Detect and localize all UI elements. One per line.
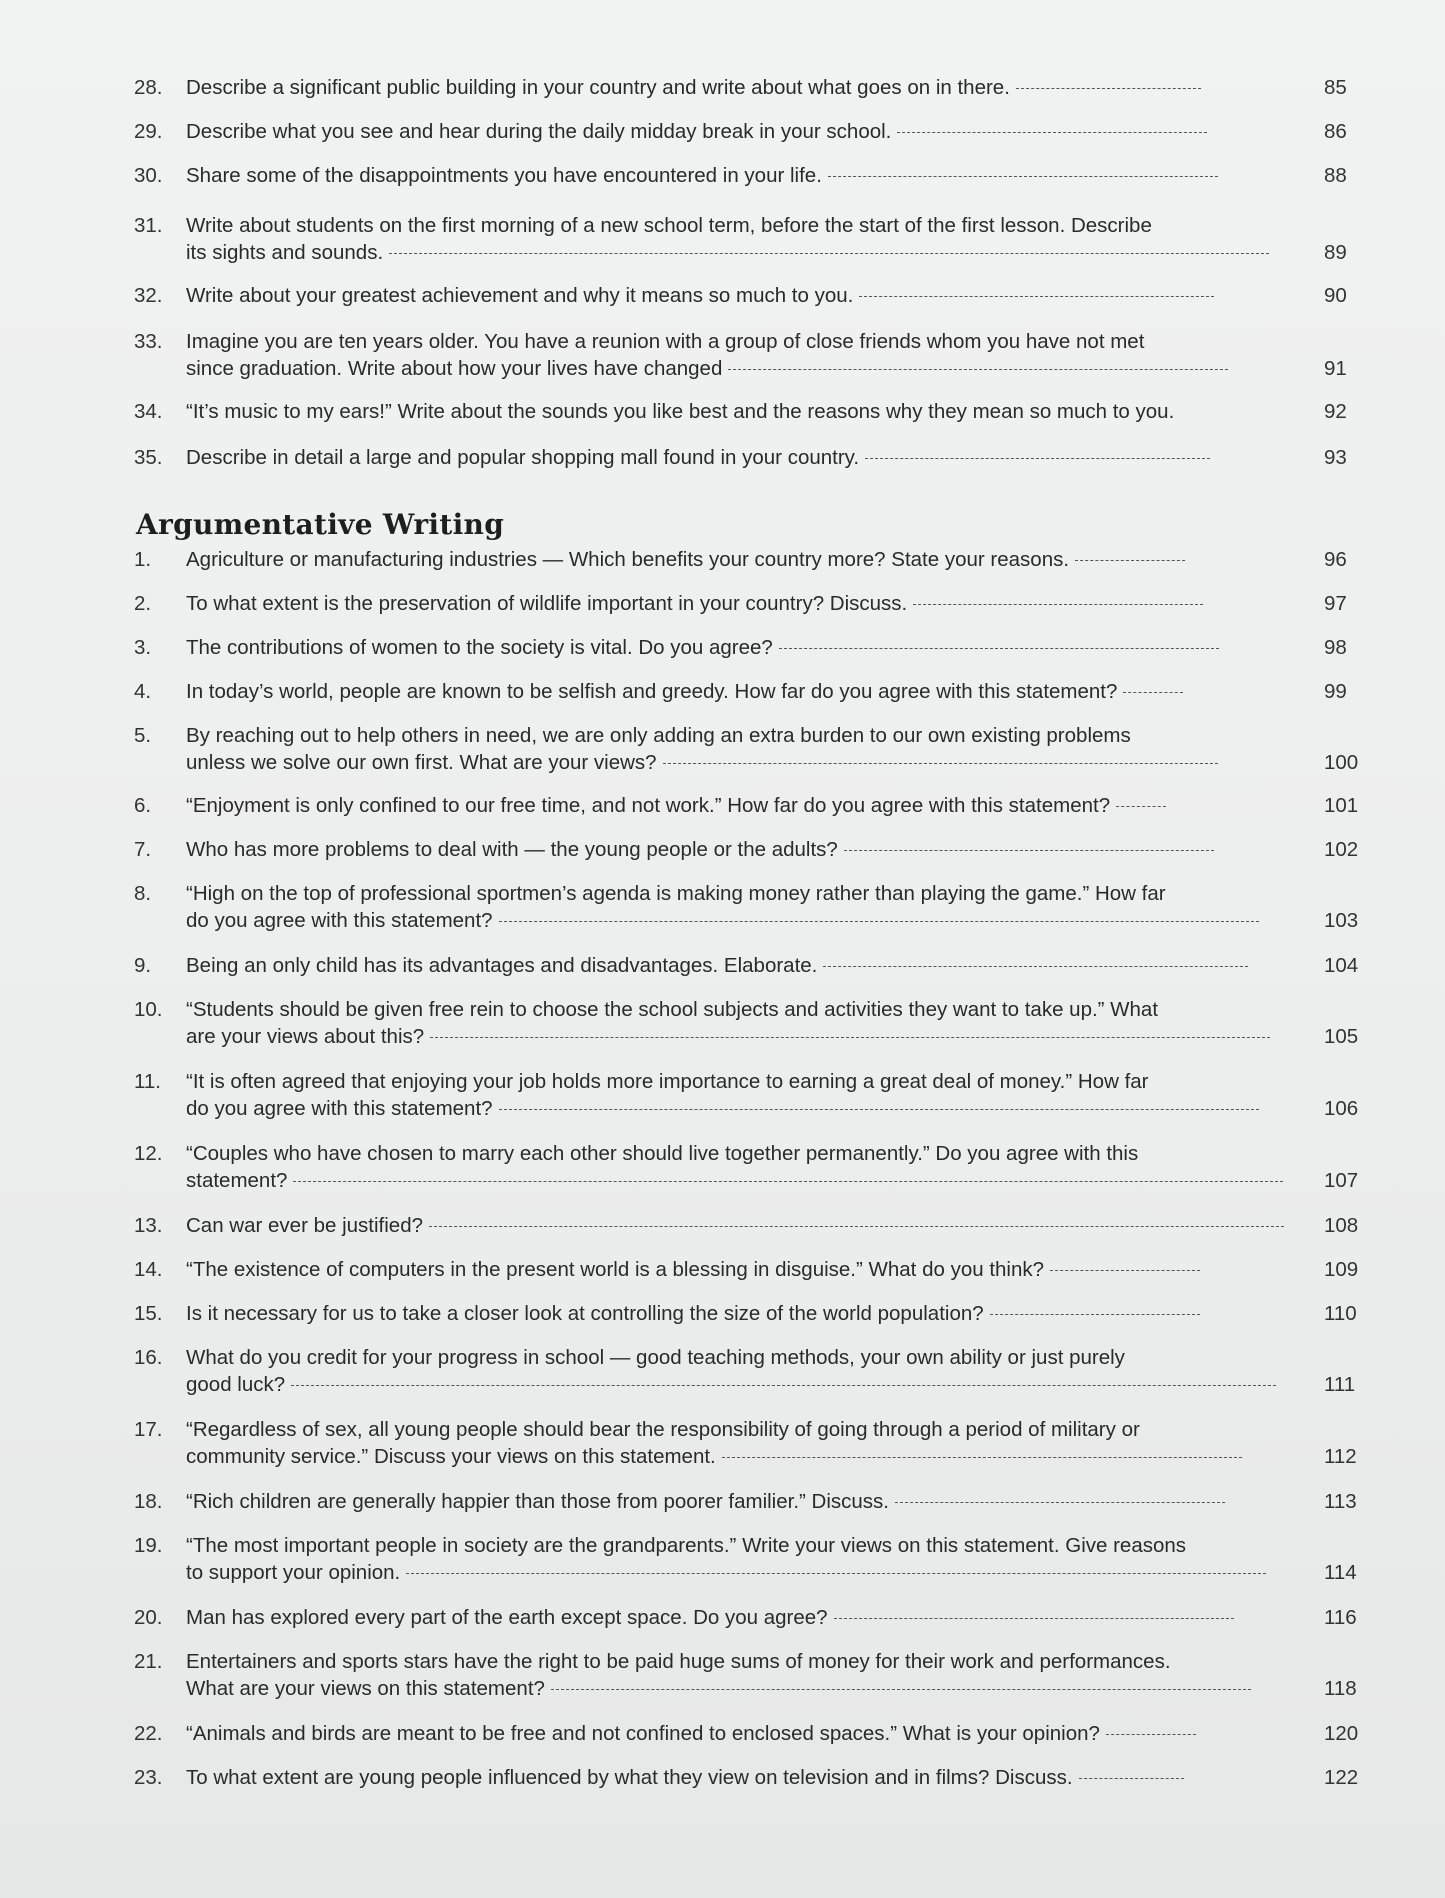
toc-entry-title-line: its sights and sounds. xyxy=(186,241,384,264)
toc-entry xyxy=(134,74,1374,101)
toc-entry-page-number: 104 xyxy=(1324,954,1359,977)
toc-entry xyxy=(134,328,1374,382)
toc-entry-title xyxy=(186,722,1324,776)
toc-entry-title xyxy=(186,1212,1324,1239)
toc-entry-number: 2. xyxy=(134,592,152,615)
toc-entry-number: 1. xyxy=(134,548,152,571)
toc-entry-page-number: 112 xyxy=(1324,1445,1357,1468)
toc-entry-title xyxy=(186,1344,1324,1398)
toc-entry-number: 5. xyxy=(134,724,152,747)
toc-entry-number: 28. xyxy=(134,76,163,99)
toc-entry xyxy=(134,1648,1374,1702)
dotted-leader xyxy=(823,966,1248,967)
toc-entry-title xyxy=(186,1488,1324,1515)
toc-entry-page-number: 98 xyxy=(1324,636,1347,659)
dotted-leader xyxy=(499,1109,1259,1110)
toc-entry-title-line: In today’s world, people are known to be selfish and greedy. How far do you agree with this statement? xyxy=(186,680,1118,703)
section-title-argumentative-writing: Argumentative Writing xyxy=(136,508,505,541)
dotted-leader xyxy=(429,1226,1284,1227)
dotted-leader xyxy=(895,1502,1225,1503)
toc-entry-title-line: Entertainers and sports stars have the right to be paid huge sums of money for their work and performances. xyxy=(186,1650,1171,1673)
dotted-leader xyxy=(293,1181,1283,1182)
toc-entry-number: 9. xyxy=(134,954,152,977)
dotted-leader xyxy=(828,176,1218,177)
dotted-leader xyxy=(722,1457,1242,1458)
toc-entry-page-number: 106 xyxy=(1324,1097,1359,1120)
dotted-leader xyxy=(430,1037,1270,1038)
toc-entry-title-line: since graduation. Write about how your lives have changed xyxy=(186,357,723,380)
toc-entry-page-number: 113 xyxy=(1324,1490,1357,1513)
dotted-leader xyxy=(1075,560,1185,561)
toc-entry xyxy=(134,398,1374,425)
toc-entry-page-number: 99 xyxy=(1324,680,1347,703)
toc-entry-title xyxy=(186,634,1324,661)
toc-entry-title xyxy=(186,678,1324,705)
toc-entry-title xyxy=(186,546,1324,573)
toc-entry-page-number: 108 xyxy=(1324,1214,1359,1237)
toc-entry-title-line: Write about your greatest achievement and why it means so much to you. xyxy=(186,284,854,307)
toc-entry-number: 20. xyxy=(134,1606,163,1629)
toc-entry-number: 16. xyxy=(134,1346,163,1369)
toc-entry-title-line: statement? xyxy=(186,1169,288,1192)
toc-entry-page-number: 105 xyxy=(1324,1025,1359,1048)
dotted-leader xyxy=(859,296,1214,297)
toc-entry-title xyxy=(186,1416,1324,1470)
toc-entry xyxy=(134,1140,1374,1194)
toc-entry-title xyxy=(186,590,1324,617)
toc-entry-title xyxy=(186,328,1324,382)
toc-entry-page-number: 114 xyxy=(1324,1561,1357,1584)
toc-entry-page-number: 96 xyxy=(1324,548,1347,571)
toc-entry-page-number: 89 xyxy=(1324,241,1347,264)
dotted-leader xyxy=(1116,806,1166,807)
dotted-leader xyxy=(406,1573,1266,1574)
toc-entry-title xyxy=(186,74,1324,101)
toc-entry xyxy=(134,722,1374,776)
toc-entry-number: 31. xyxy=(134,214,163,237)
toc-entry-number: 3. xyxy=(134,636,152,659)
toc-entry xyxy=(134,1344,1374,1398)
toc-entry xyxy=(134,162,1374,189)
toc-entry xyxy=(134,1212,1374,1239)
toc-entry xyxy=(134,1604,1374,1631)
toc-entry-page-number: 118 xyxy=(1324,1677,1357,1700)
toc-entry-number: 12. xyxy=(134,1142,163,1165)
dotted-leader xyxy=(844,850,1214,851)
dotted-leader xyxy=(913,604,1203,605)
dotted-leader xyxy=(1016,88,1201,89)
toc-entry-title-line: Who has more problems to deal with — the young people or the adults? xyxy=(186,838,838,861)
toc-entry-page-number: 110 xyxy=(1324,1302,1357,1325)
toc-entry xyxy=(134,212,1374,266)
toc-entry-title-line: Being an only child has its advantages and disadvantages. Elaborate. xyxy=(186,954,818,977)
toc-entry-number: 11. xyxy=(134,1070,161,1093)
toc-entry-title-line: Agriculture or manufacturing industries — Which benefits your country more? State your reasons. xyxy=(186,548,1070,571)
toc-entry xyxy=(134,1532,1374,1586)
toc-entry xyxy=(134,678,1374,705)
toc-entry-title-line: “It is often agreed that enjoying your job holds more importance to earning a great deal of money.” How far xyxy=(186,1070,1149,1093)
toc-entry-title xyxy=(186,1256,1324,1283)
toc-entry-page-number: 90 xyxy=(1324,284,1347,307)
toc-entry-title xyxy=(186,836,1324,863)
toc-entry-page-number: 91 xyxy=(1324,357,1347,380)
dotted-leader xyxy=(1106,1734,1196,1735)
toc-entry-number: 34. xyxy=(134,400,163,423)
toc-entry xyxy=(134,836,1374,863)
toc-entry-page-number: 120 xyxy=(1324,1722,1359,1745)
toc-entry-page-number: 92 xyxy=(1324,400,1347,423)
toc-entry xyxy=(134,1764,1374,1791)
toc-entry-title xyxy=(186,1532,1324,1586)
toc-entry-number: 4. xyxy=(134,680,152,703)
toc-entry xyxy=(134,1416,1374,1470)
toc-entry-title-line: Can war ever be justified? xyxy=(186,1214,424,1237)
toc-entry-number: 18. xyxy=(134,1490,163,1513)
toc-entry xyxy=(134,590,1374,617)
toc-entry-page-number: 86 xyxy=(1324,120,1347,143)
toc-entry-title-line: “High on the top of professional sportmen’s agenda is making money rather than playing the game.” How far xyxy=(186,882,1166,905)
toc-entry-title-line: “Enjoyment is only confined to our free time, and not work.” How far do you agree with this statement? xyxy=(186,794,1111,817)
toc-entry-number: 19. xyxy=(134,1534,163,1557)
toc-entry-number: 35. xyxy=(134,446,163,469)
toc-entry-number: 22. xyxy=(134,1722,163,1745)
toc-entry-number: 14. xyxy=(134,1258,163,1281)
toc-entry-title-line: to support your opinion. xyxy=(186,1561,401,1584)
toc-entry-title-line: are your views about this? xyxy=(186,1025,425,1048)
toc-entry-title-line: What are your views on this statement? xyxy=(186,1677,545,1700)
toc-entry xyxy=(134,634,1374,661)
toc-entry-title-line: Describe a significant public building in your country and write about what goes on in there. xyxy=(186,76,1010,99)
dotted-leader xyxy=(1123,692,1183,693)
toc-entry-number: 7. xyxy=(134,838,152,861)
dotted-leader xyxy=(897,132,1207,133)
toc-entry xyxy=(134,1256,1374,1283)
toc-entry-title-line: “Couples who have chosen to marry each other should live together permanently.” Do you agree with this xyxy=(186,1142,1139,1165)
toc-entry-title xyxy=(186,880,1324,934)
toc-entry-number: 8. xyxy=(134,882,152,905)
toc-entry-title xyxy=(186,996,1324,1050)
dotted-leader xyxy=(1079,1778,1184,1779)
toc-entry-title-line: “Rich children are generally happier than those from poorer familier.” Discuss. xyxy=(186,1490,890,1513)
toc-entry-title xyxy=(186,444,1324,471)
toc-entry-title xyxy=(186,952,1324,979)
toc-entry-page-number: 100 xyxy=(1324,751,1359,774)
dotted-leader xyxy=(499,921,1259,922)
toc-entry-title-line: The contributions of women to the society is vital. Do you agree? xyxy=(186,636,773,659)
toc-entry xyxy=(134,792,1374,819)
toc-entry-title xyxy=(186,162,1324,189)
dotted-leader xyxy=(663,763,1218,764)
toc-entry-number: 13. xyxy=(134,1214,163,1237)
toc-entry-title xyxy=(186,1140,1324,1194)
toc-entry-page-number: 102 xyxy=(1324,838,1359,861)
toc-entry xyxy=(134,444,1374,471)
toc-entry-title-line: Share some of the disappointments you have encountered in your life. xyxy=(186,164,822,187)
toc-entry xyxy=(134,282,1374,309)
toc-entry-title-line: Is it necessary for us to take a closer look at controlling the size of the world population? xyxy=(186,1302,984,1325)
toc-entry-title-line: do you agree with this statement? xyxy=(186,909,493,932)
toc-entry-page-number: 103 xyxy=(1324,909,1359,932)
toc-entry-number: 29. xyxy=(134,120,163,143)
toc-entry-number: 32. xyxy=(134,284,163,307)
toc-entry-page-number: 97 xyxy=(1324,592,1347,615)
toc-entry-page-number: 88 xyxy=(1324,164,1347,187)
toc-entry-number: 21. xyxy=(134,1650,163,1673)
toc-entry-title xyxy=(186,1300,1324,1327)
toc-entry-title xyxy=(186,1648,1324,1702)
toc-entry-number: 15. xyxy=(134,1302,163,1325)
toc-entry-title xyxy=(186,118,1324,145)
toc-entry-page-number: 107 xyxy=(1324,1169,1359,1192)
toc-entry-title-line: What do you credit for your progress in school — good teaching methods, your own ability or just purely xyxy=(186,1346,1125,1369)
toc-entry-number: 33. xyxy=(134,330,163,353)
toc-entry-title-line: good luck? xyxy=(186,1373,286,1396)
toc-entry-page-number: 85 xyxy=(1324,76,1347,99)
toc-entry-title-line: Write about students on the first morning of a new school term, before the start of the first lesson. Describe xyxy=(186,214,1152,237)
toc-entry xyxy=(134,118,1374,145)
toc-entry-title-line: “The most important people in society are the grandparents.” Write your views on this statement. Give reasons xyxy=(186,1534,1187,1557)
toc-entry-title xyxy=(186,282,1324,309)
dotted-leader xyxy=(865,458,1210,459)
dotted-leader xyxy=(1050,1270,1200,1271)
toc-entry-page-number: 93 xyxy=(1324,446,1347,469)
dotted-leader xyxy=(990,1314,1200,1315)
dotted-leader xyxy=(291,1385,1276,1386)
toc-entry-number: 17. xyxy=(134,1418,163,1441)
toc-entry-page-number: 111 xyxy=(1324,1373,1356,1396)
toc-entry-number: 30. xyxy=(134,164,163,187)
toc-entry-title-line: community service.” Discuss your views on this statement. xyxy=(186,1445,716,1468)
toc-entry-title xyxy=(186,1068,1324,1122)
toc-entry-title xyxy=(186,1764,1324,1791)
toc-entry-title-line: Imagine you are ten years older. You have a reunion with a group of close friends whom you have not met xyxy=(186,330,1145,353)
dotted-leader xyxy=(834,1618,1234,1619)
toc-entry-title xyxy=(186,1604,1324,1631)
toc-entry xyxy=(134,1720,1374,1747)
toc-entry-page-number: 122 xyxy=(1324,1766,1359,1789)
toc-entry-title xyxy=(186,1720,1324,1747)
toc-entry-page-number: 101 xyxy=(1324,794,1359,817)
toc-entry-page-number: 109 xyxy=(1324,1258,1359,1281)
toc-entry-title xyxy=(186,792,1324,819)
toc-entry-title xyxy=(186,212,1324,266)
toc-entry-page-number: 116 xyxy=(1324,1606,1357,1629)
toc-entry-title xyxy=(186,398,1324,425)
toc-entry-title-line: “Students should be given free rein to choose the school subjects and activities they want to take up.” What xyxy=(186,998,1159,1021)
toc-entry xyxy=(134,1488,1374,1515)
toc-entry-title-line: Man has explored every part of the earth except space. Do you agree? xyxy=(186,1606,828,1629)
toc-entry-title-line: Describe in detail a large and popular shopping mall found in your country. xyxy=(186,446,860,469)
toc-entry xyxy=(134,996,1374,1050)
toc-entry xyxy=(134,952,1374,979)
toc-entry xyxy=(134,880,1374,934)
toc-entry-title-line: Describe what you see and hear during the daily midday break in your school. xyxy=(186,120,892,143)
toc-entry-title-line: unless we solve our own first. What are your views? xyxy=(186,751,657,774)
toc-entry-title-line: To what extent is the preservation of wildlife important in your country? Discuss. xyxy=(186,592,908,615)
dotted-leader xyxy=(389,253,1269,254)
toc-entry xyxy=(134,1068,1374,1122)
toc-entry-title-line: “The existence of computers in the present world is a blessing in disguise.” What do you think? xyxy=(186,1258,1045,1281)
toc-entry-title-line: do you agree with this statement? xyxy=(186,1097,493,1120)
toc-entry-title-line: To what extent are young people influenced by what they view on television and in films? Discuss. xyxy=(186,1766,1073,1789)
toc-entry-number: 6. xyxy=(134,794,152,817)
toc-entry xyxy=(134,1300,1374,1327)
dotted-leader xyxy=(779,648,1219,649)
dotted-leader xyxy=(551,1689,1251,1690)
toc-entry-number: 23. xyxy=(134,1766,163,1789)
toc-entry-title-line: “Regardless of sex, all young people should bear the responsibility of going through a period of military or xyxy=(186,1418,1140,1441)
toc-entry xyxy=(134,546,1374,573)
toc-entry-number: 10. xyxy=(134,998,163,1021)
toc-entry-title-line: By reaching out to help others in need, we are only adding an extra burden to our own existing problems xyxy=(186,724,1131,747)
dotted-leader xyxy=(728,369,1228,370)
toc-entry-title-line: “It’s music to my ears!” Write about the sounds you like best and the reasons why they mean so much to you. xyxy=(186,400,1175,423)
toc-entry-title-line: “Animals and birds are meant to be free and not confined to enclosed spaces.” What is your opinion? xyxy=(186,1722,1100,1745)
